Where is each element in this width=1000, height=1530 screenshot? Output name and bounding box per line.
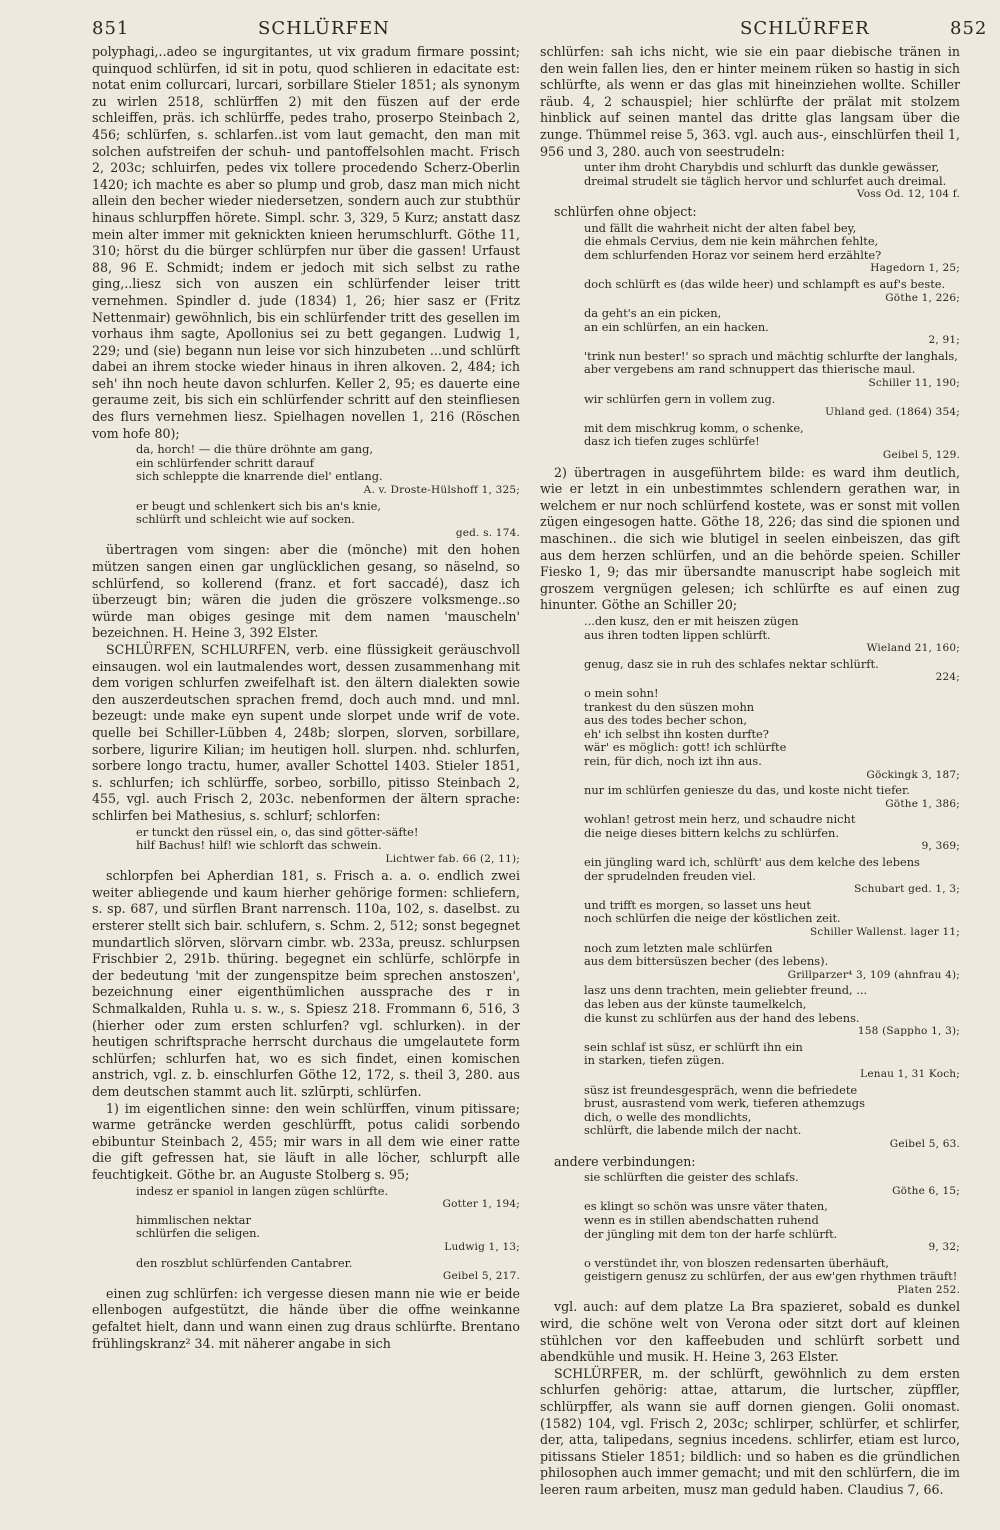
- quote-source: Schiller 11, 190;: [868, 377, 960, 390]
- quote-line: wohlan! getrost mein herz, und schaudre nicht: [584, 812, 856, 827]
- quote-line: ein schlürfender schritt darauf: [136, 455, 315, 470]
- verse-quote: [584, 1084, 960, 1152]
- quote-line: schlürft, die labende milch der nacht.: [584, 1123, 802, 1138]
- quote-source: Göckingk 3, 187;: [866, 768, 960, 781]
- quote-source: Wieland 21, 160;: [866, 642, 960, 655]
- quote-line: noch zum letzten male schlürfen: [584, 940, 773, 955]
- quote-line: dasz ich tiefen zuges schlürfe!: [584, 434, 760, 449]
- quote-line: an ein schlürfen, an ein hacken.: [584, 319, 769, 334]
- quote-line: er tunckt den rüssel ein, o, das sind götter-säfte!: [136, 824, 419, 839]
- quote-line: o mein sohn!: [584, 685, 659, 700]
- quote-line: aus ihren todten lippen schlürft.: [584, 627, 771, 642]
- quote-line: aus des todes becher schon,: [584, 713, 747, 728]
- verse-quote: [584, 307, 960, 348]
- verse-quote: [136, 500, 520, 541]
- quote-line: o verstündet ihr, von bloszen redensarten überhäuft,: [584, 1255, 890, 1270]
- quote-line: wär' es möglich: gott! ich schlürfte: [584, 740, 787, 755]
- entry-paragraph: SCHLÜRFER, m. der schlürft, gewöhnlich zu dem ersten schlurfen gehörig: attae, attarum, die lurtscher, züpffler, schlürpffer, als wann sie auff dornen giengen. Golii onomast. (1582) 104, vgl. Frisch 2, 203c; schlirper, schlürfer, et schlirfer, der, atta, talipedans, segnius incedens. schlirfer, etiam est lurco, pitissans Stieler 1851; bildlich: und so haben es die gründlichen philosophen auch immer gemacht; und mit den schlürfern, die im leeren raum arbeiten, musz man geduld haben. Claudius 7, 66.: [540, 1365, 960, 1497]
- quote-line: brust, ausrastend vom werk, tieferen athemzugs: [584, 1096, 865, 1111]
- quote-line: in starken, tiefen zügen.: [584, 1053, 725, 1068]
- quote-line: wir schlürfen gern in vollem zug.: [584, 391, 776, 406]
- verse-quote: [136, 1257, 520, 1284]
- quote-source: 9, 369;: [921, 840, 960, 853]
- quote-source: 2, 91;: [928, 334, 960, 347]
- verse-quote: [584, 1257, 960, 1298]
- quote-line: sein schlaf ist süsz, er schlürft ihn ein: [584, 1039, 803, 1054]
- quote-source: 158 (Sappho 1, 3);: [857, 1025, 960, 1038]
- quote-line: sie schlürften die geister des schlafs.: [584, 1170, 799, 1185]
- quote-line: den roszblut schlürfenden Cantabrer.: [136, 1255, 353, 1270]
- quote-line: geistigern genusz zu schlürfen, der aus ew'gen rhythmen träuft!: [584, 1269, 958, 1284]
- quote-source: Lichtwer fab. 66 (2, 11);: [385, 852, 520, 865]
- quote-line: dreimal strudelt sie täglich hervor und schlurfet auch dreimal.: [584, 173, 947, 188]
- verse-quote: [584, 422, 960, 463]
- left-running-headword: SCHLÜRFEN: [258, 18, 390, 39]
- quote-line: nur im schlürfen geniesze du das, und koste nicht tiefer.: [584, 783, 910, 798]
- quote-source: Gotter 1, 194;: [442, 1198, 520, 1211]
- quote-source: Hagedorn 1, 25;: [870, 262, 960, 275]
- quote-line: himmlischen nektar: [136, 1212, 251, 1227]
- quote-line: dich, o welle des mondlichts,: [584, 1109, 752, 1124]
- quote-line: die neige dieses bittern kelchs zu schlürfen.: [584, 825, 839, 840]
- quote-line: aber vergebens am rand schnuppert das thierische maul.: [584, 362, 916, 377]
- quote-line: die kunst zu schlürfen aus der hand des lebens.: [584, 1010, 860, 1025]
- quote-line: schlürfen die seligen.: [136, 1226, 261, 1241]
- verse-quote: [584, 615, 960, 656]
- verse-quote: [136, 1214, 520, 1255]
- left-column: [92, 44, 520, 1352]
- quote-line: trankest du den süszen mohn: [584, 699, 755, 714]
- quote-line: 'trink nun bester!' so sprach und mächtig schlurfte der langhals,: [584, 348, 958, 363]
- quote-line: da geht's an ein picken,: [584, 306, 722, 321]
- entry-paragraph: schlürfen: sah ichs nicht, wie sie ein paar diebische tränen in den wein fallen lies, den er hinter meinem rüken so hastig in sich schlürfte, als wenn er das glas mit hineinziehen wollte. Schiller räub. 4, 2 schauspiel; hier schlürfte der prälat mit stolzem hinblick auf seinen mantel das dritte glas langsam über die zunge. Thümmel reise 5, 363. vgl. auch aus-, einschlürfen theil 1, 956 und 3, 280. auch von seestrudeln:: [540, 44, 960, 159]
- quote-source: 224;: [935, 671, 960, 684]
- quote-line: wenn es in stillen abendschatten ruhend: [584, 1212, 819, 1227]
- quote-line: der jüngling mit dem ton der harfe schlürft.: [584, 1226, 838, 1241]
- verse-quote: [584, 942, 960, 983]
- quote-line: und trifft es morgen, so lasset uns heut: [584, 897, 811, 912]
- quote-line: rein, für dich, noch izt ihn aus.: [584, 753, 762, 768]
- quote-source: Geibel 5, 63.: [889, 1137, 960, 1150]
- quote-line: schlürft und schleicht wie auf socken.: [136, 512, 355, 527]
- quote-line: lasz uns denn trachten, mein geliebter freund, ...: [584, 983, 868, 998]
- quote-source: Grillparzer⁴ 3, 109 (ahnfrau 4);: [787, 968, 960, 981]
- entry-paragraph: einen zug schlürfen: ich vergesse diesen mann nie wie er beide ellenbogen aufgestützt, die hände über die offne weinkanne gefaltet hielt, dann und wann einen zug draus schlürfte. Brentano frühlingskranz² 34. mit näherer angabe in sich: [92, 1285, 520, 1351]
- entry-paragraph: 2) übertragen in ausgeführtem bilde: es ward ihm deutlich, wie er letzt in ein unbestimmtes schlendern gerathen war, in welchem er nur noch schlürfend kostete, was er sonst mit vollen zügen eingesogen hatte. Göthe 18, 226; das sind die spionen und maschinen.. die sich wie blutigel in seelen einbeiszen, das gift aus dem herzen schlürfen, und an die behörde speien. Schiller Fiesko 1, 9; das mir übersandte manuscript habe sogleich mit groszem vergnügen gelesen; ich schlürfte es auf einen zug hinunter. Göthe an Schiller 20;: [540, 464, 960, 613]
- quote-line: ...den kusz, den er mit heiszen zügen: [584, 613, 799, 628]
- quote-line: das leben aus der künste taumelkelch,: [584, 997, 807, 1011]
- verse-quote: [584, 222, 960, 276]
- quote-line: er beugt und schlenkert sich bis an's knie,: [136, 498, 382, 513]
- verse-quote: [584, 1171, 960, 1198]
- verse-quote: [584, 161, 960, 202]
- quote-line: indesz er spaniol in langen zügen schlürfte.: [136, 1183, 389, 1198]
- entry-paragraph: SCHLÜRFEN, SCHLURFEN, verb. eine flüssigkeit geräuschvoll einsaugen. wol ein lautmalendes wort, dessen zusammenhang mit dem vorigen schlurfen zweifelhaft ist. den ältern dialekten sowie den auszerdeutschen sprachen fremd, doch auch mnd. und mnl. bezeugt: unde make eyn supent unde slorpet unde wrif de vote. quelle bei Schiller-Lübben 4, 248b; slorpen, slorven, sorbillare, sorbere, ligurire Kilian; im heutigen holl. slurpen. nhd. schlurfen, sorbere longo tractu, humer, avaller Schottel 1403. Stieler 1851, s. schlurfen; ich schlürffe, sorbeo, sorbillo, pitisso Steinbach 2, 455, vgl. auch Frisch 2, 203c. nebenformen der ältern sprache: schlirfen bei Mathesius, s. schlurf; schlorfen:: [92, 641, 520, 823]
- quote-source: ged. s. 174.: [455, 526, 520, 539]
- entry-paragraph: übertragen vom singen: aber die (mönche) mit den hohen mützen sangen einen gar unglücklichen gesang, so näselnd, so schlürfend, so kollerend (franz. et fort saccadé), dasz ich überzeugt bin; wären die juden die gröszere volksmenge..so würde man obiges gesinge mit dem namen 'mauscheln' bezeichnen. H. Heine 3, 392 Elster.: [92, 542, 520, 641]
- quote-source: Voss Od. 12, 104 f.: [856, 188, 960, 201]
- quote-line: sich schleppte die knarrende diel' entlang.: [136, 469, 383, 484]
- quote-line: süsz ist freundesgespräch, wenn die befriedete: [584, 1082, 858, 1097]
- right-running-headword: SCHLÜRFER: [740, 18, 870, 39]
- quote-source: Göthe 1, 226;: [885, 291, 960, 304]
- verse-quote: [584, 784, 960, 811]
- entry-paragraph: vgl. auch: auf dem platze La Bra spazieret, sobald es dunkel wird, die schöne welt von Verona oder sitzt dort auf kleinen stühlchen vor den kaffeebuden und schlürft sorbett und abendkühle und musik. H. Heine 3, 263 Elster.: [540, 1299, 960, 1365]
- quote-line: dem schlurfenden Horaz vor seinem herd erzählte?: [584, 247, 882, 262]
- verse-quote: [136, 1185, 520, 1212]
- quote-line: ein jüngling ward ich, schlürft' aus dem kelche des lebens: [584, 855, 920, 870]
- verse-quote: [584, 350, 960, 391]
- quote-line: noch schlürfen die neige der köstlichen zeit.: [584, 911, 841, 926]
- quote-line: genug, dasz sie in ruh des schlafes nektar schlürft.: [584, 656, 879, 671]
- quote-line: eh' ich selbst ihn kosten durfte?: [584, 726, 769, 741]
- quote-line: mit dem mischkrug komm, o schenke,: [584, 420, 804, 435]
- quote-line: doch schlürft es (das wilde heer) und schlampft es auf's beste.: [584, 276, 946, 291]
- quote-line: die ehmals Cervius, dem nie kein mährchen fehlte,: [584, 234, 879, 249]
- quote-source: 9, 32;: [928, 1241, 960, 1254]
- quote-line: hilf Bachus! hilf! wie schlorft das schwein.: [136, 838, 382, 853]
- quote-source: Göthe 6, 15;: [892, 1184, 960, 1197]
- quote-line: unter ihm droht Charybdis und schlurft das dunkle gewässer,: [584, 160, 940, 175]
- quote-source: Geibel 5, 129.: [882, 449, 960, 462]
- verse-quote: [584, 278, 960, 305]
- left-page-number: 851: [92, 18, 130, 39]
- quote-source: Uhland ged. (1864) 354;: [825, 406, 960, 419]
- quote-source: Geibel 5, 217.: [442, 1270, 520, 1283]
- entry-paragraph: polyphagi,..adeo se ingurgitantes, ut vix gradum firmare possint; quinquod schlürfen, id sit in potu, quod schlieren in edacitate est: notat enim collurcari, lurcari, sorbillare Stieler 1851; als synonym zu wirlen 2518, schlürffen 2) mit den füszen auf der erde schleiffen, präs. ich schlürffe, pedes traho, proserpo Steinbach 2, 456; schlürfen, s. schlarfen..ist vom laut gemacht, den man mit solchen aufstreifen der schuh- und pantoffelsohlen macht. Frisch 2, 203c; schluirfen, pedes vix tollere procedendo Scherz-Oberlin 1420; ich machte es aber so plump und grob, dasz man mich nicht allein den becher wieder niedersetzen, sondern auch zur stubthür hinaus schlurpffen hörete. Simpl. schr. 3, 329, 5 Kurz; anstatt dasz mein alter immer mit geknickten knieen herumschlurft. Göthe 11, 310; hörst du die bürger schlürpfen nur über die gassen! Urfaust 88, 96 E. Schmidt; indem er jedoch mit sich selbst zu rathe ging,..liesz sich von auszen ein schlürfender leiser tritt vernehmen. Spindler d. jude (1834) 1, 26; hier sasz er (Fritz Nettenmair) gewöhnlich, bis ein schlürfender tritt des gesellen im vorhaus ihm sagte, Apollonius sei zu bett gegangen. Ludwig 1, 229; und (sie) begann nun leise vor sich hinzubeten ...und schlürft dabei an ihrem stocke wieder hinaus in ihren alkoven. 2, 484; ich seh' ihn noch heute davon schlurfen. Keller 2, 95; es dauerte eine geraume zeit, bis sich ein schlürfender schritt auf den steinfliesen des flurs vernehmen liesz. Spielhagen novellen 1, 216 (Röschen vom hofe 80);: [92, 44, 520, 441]
- quote-line: da, horch! — die thüre dröhnte am gang,: [136, 442, 373, 457]
- entry-paragraph: schlorpfen bei Apherdian 181, s. Frisch a. a. o. endlich zwei weiter abliegende und kaum hierher gehörige formen: schliefern, s. sp. 687, und sürflen Brant narrensch. 110a, 102, s. daselbst. zu ersterer stellt sich bair. schlufern, s. Schm. 2, 512; sonst begegnet mundartlich slörven, slörvarn cimbr. wb. 233a, preusz. schlurpsen Frischbier 2, 291b. thüring. begegnet ein schlürfe, schlörpfe in der bedeutung 'mit der zungenspitze beim sprechen anstoszen', bezeichnung einer eigenthümlichen aussprache des r in Schmalkalden, Ruhla u. s. w., s. Spiesz 218. Frommann 6, 516, 3 (hierher oder zum ersten schlurfen? vgl. schlurken). in der heutigen schriftsprache herrscht durchaus die umgelautete form schlürfen; schlurfen hat, wo es sich findet, einen komischen anstrich, vgl. z. b. einschlurfen Göthe 12, 172, s. theil 3, 280. aus dem deutschen stammt auch lit. szlūrpti, schlürfen.: [92, 868, 520, 1099]
- verse-quote: [584, 658, 960, 685]
- quote-line: aus dem bittersüszen becher (des lebens).: [584, 954, 829, 969]
- quote-source: Platen 252.: [897, 1283, 960, 1296]
- right-column: [540, 44, 960, 1499]
- entry-paragraph: andere verbindungen:: [554, 1153, 696, 1169]
- quote-source: Göthe 1, 386;: [885, 797, 960, 810]
- verse-quote: [584, 393, 960, 420]
- verse-quote: [584, 899, 960, 940]
- verse-quote: [584, 856, 960, 897]
- entry-paragraph: 1) im eigentlichen sinne: den wein schlürffen, vinum pitissare; warme geträncke werden geschlürfft, potus calidi sorbendo ebibuntur Steinbach 2, 455; mir wars in all dem wie einer ratte die gift gefressen hat, sie läuft in alle löcher, schlurpft alle feuchtigkeit. Göthe br. an Auguste Stolberg s. 95;: [92, 1100, 520, 1182]
- verse-quote: [584, 984, 960, 1038]
- verse-quote: [584, 1041, 960, 1082]
- verse-quote: [136, 443, 520, 497]
- verse-quote: [584, 687, 960, 782]
- verse-quote: [584, 1200, 960, 1254]
- quote-source: Schubart ged. 1, 3;: [854, 883, 960, 896]
- quote-line: und fällt die wahrheit nicht der alten fabel bey,: [584, 220, 857, 235]
- quote-line: der sprudelnden freuden viel.: [584, 868, 756, 883]
- verse-quote: [584, 813, 960, 854]
- right-page-number: 852: [950, 18, 988, 39]
- quote-source: A. v. Droste-Hülshoff 1, 325;: [363, 484, 520, 497]
- verse-quote: [136, 826, 520, 867]
- quote-source: Ludwig 1, 13;: [444, 1240, 520, 1253]
- quote-line: es klingt so schön was unsre väter thaten,: [584, 1199, 828, 1214]
- quote-source: Lenau 1, 31 Koch;: [860, 1067, 960, 1080]
- entry-paragraph: schlürfen ohne object:: [554, 203, 697, 219]
- quote-source: Schiller Wallenst. lager 11;: [809, 926, 960, 939]
